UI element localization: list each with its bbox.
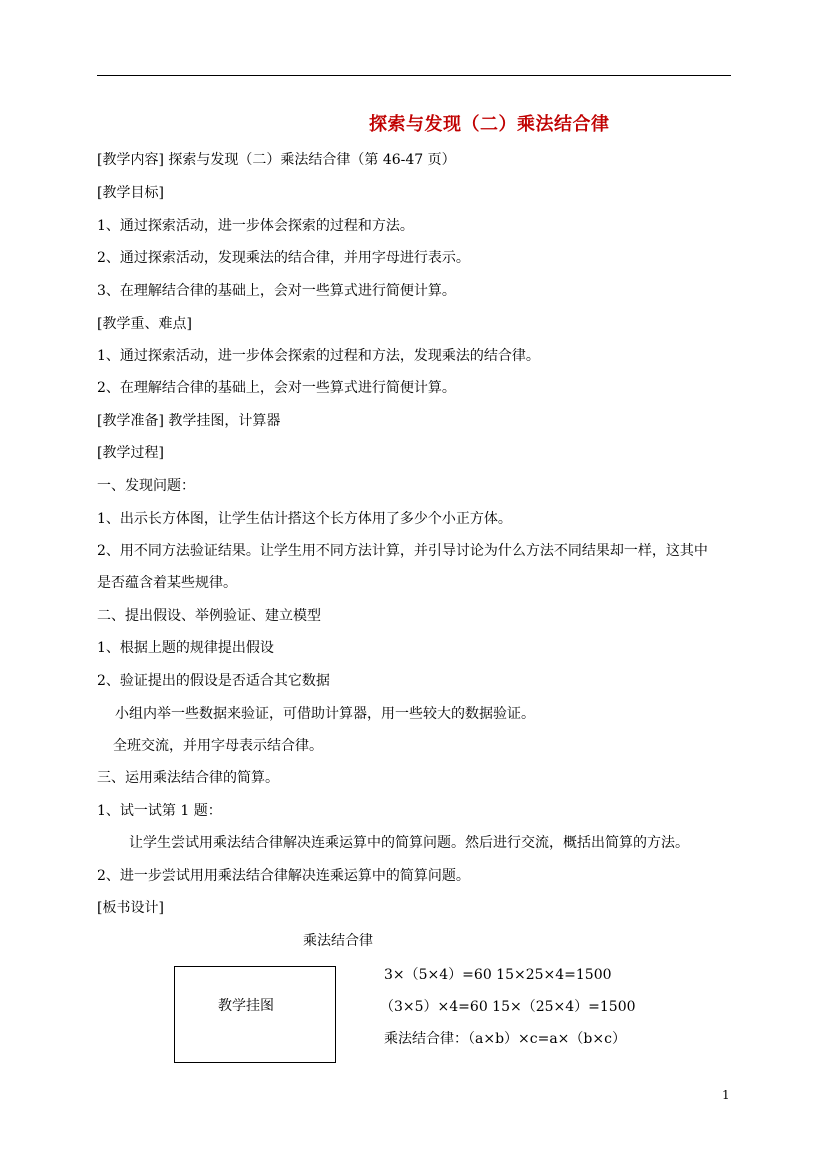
preparation: [教学准备] 教学挂图，计算器 bbox=[97, 413, 281, 429]
board-chart-box bbox=[174, 966, 336, 1063]
section-heading-board: [板书设计] bbox=[97, 900, 164, 916]
document-title: 探索与发现（二）乘法结合律 bbox=[369, 114, 610, 135]
step-heading-3: 三、运用乘法结合律的简算。 bbox=[97, 770, 279, 786]
page-number: 1 bbox=[722, 1088, 730, 1102]
step-1-item-1: 1、出示长方体图，让学生估计搭这个长方体用了多少个小正方体。 bbox=[97, 511, 512, 527]
board-box-label: 教学挂图 bbox=[218, 998, 274, 1014]
step-3-item-2: 2、进一步尝试用用乘法结合律解决连乘运算中的简算问题。 bbox=[97, 868, 470, 884]
board-equation-3: 乘法结合律：（a×b）×c=a×（b×c） bbox=[384, 1031, 626, 1047]
step-3-detail-1: 让学生尝试用乘法结合律解决连乘运算中的简算问题。然后进行交流，概括出简算的方法。 bbox=[129, 835, 689, 851]
board-equation-2: （3×5）×4=60 15×（25×4）=1500 bbox=[380, 999, 636, 1015]
step-2-item-2: 2、验证提出的假设是否适合其它数据 bbox=[97, 673, 330, 689]
header-rule bbox=[97, 75, 731, 76]
board-title: 乘法结合律 bbox=[303, 933, 373, 949]
goal-item-1: 1、通过探索活动，进一步体会探索的过程和方法。 bbox=[97, 218, 414, 234]
step-3-item-1: 1、试一试第 1 题： bbox=[97, 803, 222, 819]
step-2-item-1: 1、根据上题的规律提出假设 bbox=[97, 640, 274, 656]
board-equation-1: 3×（5×4）=60 15×25×4=1500 bbox=[384, 967, 612, 983]
step-2-detail-1: 小组内举一些数据来验证，可借助计算器，用一些较大的数据验证。 bbox=[115, 706, 535, 722]
step-1-item-2-continued: 是否蕴含着某些规律。 bbox=[97, 575, 237, 591]
section-heading-goals: [教学目标] bbox=[97, 185, 164, 201]
teaching-content: [教学内容] 探索与发现（二）乘法结合律（第 46-47 页） bbox=[97, 152, 456, 168]
section-heading-key-points: [教学重、难点] bbox=[97, 316, 192, 332]
goal-item-3: 3、在理解结合律的基础上，会对一些算式进行简便计算。 bbox=[97, 283, 456, 299]
step-2-detail-2: 全班交流，并用字母表示结合律。 bbox=[113, 738, 323, 754]
step-heading-1: 一、发现问题： bbox=[97, 478, 195, 494]
goal-item-2: 2、通过探索活动，发现乘法的结合律，并用字母进行表示。 bbox=[97, 250, 470, 266]
step-heading-2: 二、提出假设、举例验证、建立模型 bbox=[97, 608, 321, 624]
section-heading-process: [教学过程] bbox=[97, 445, 164, 461]
key-point-1: 1、通过探索活动，进一步体会探索的过程和方法，发现乘法的结合律。 bbox=[97, 348, 540, 364]
step-1-item-2: 2、用不同方法验证结果。让学生用不同方法计算，并引导讨论为什么方法不同结果却一样，这其中 bbox=[97, 543, 708, 559]
key-point-2: 2、在理解结合律的基础上，会对一些算式进行简便计算。 bbox=[97, 380, 456, 396]
